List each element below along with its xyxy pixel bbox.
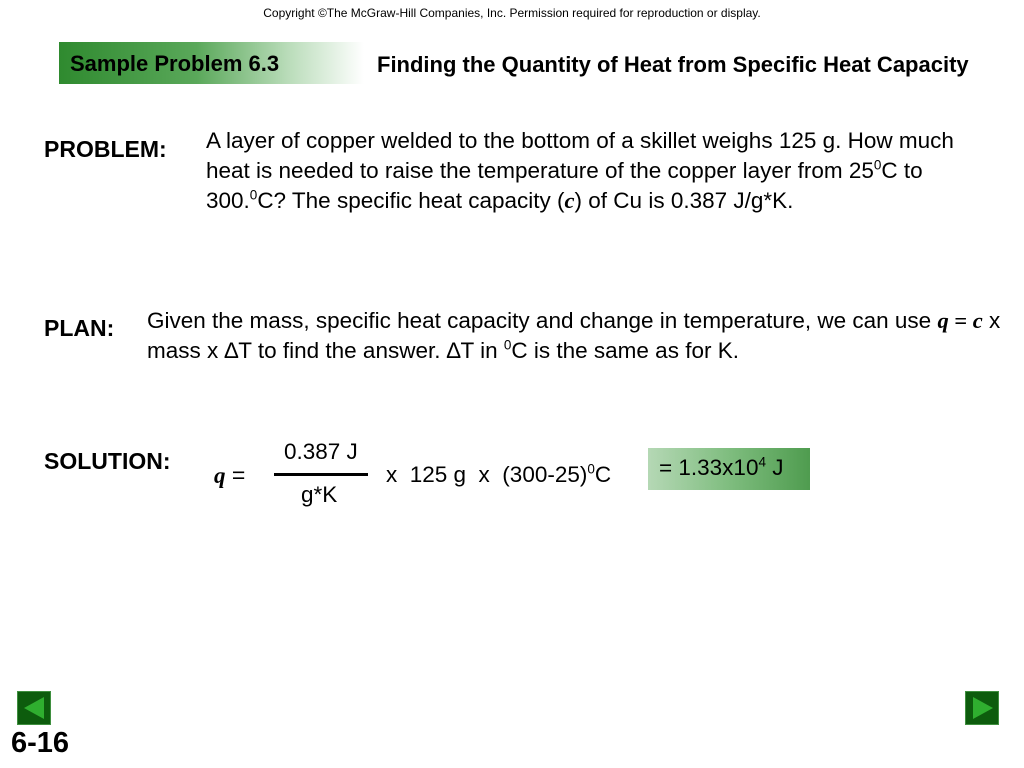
fraction-numerator: 0.387 J: [284, 439, 358, 464]
fraction-bar: [274, 473, 368, 476]
temperature-unit: C: [594, 462, 612, 487]
answer-unit: J: [765, 455, 784, 480]
triangle-right-icon: [973, 697, 993, 719]
plan-text-part: x mass x ∆T to find the answer. ∆T in: [147, 308, 1001, 363]
problem-text-part: C to 300.: [206, 158, 923, 213]
formula-equals: =: [948, 308, 973, 333]
problem-text-part: A layer of copper welded to the bottom of a skillet weighs 125 g. How much heat is needed to raise the temperature of the copper layer from 25: [206, 128, 954, 183]
degree-superscript: 0: [249, 187, 258, 203]
fraction-denominator: g*K: [301, 482, 338, 507]
heat-variable: q: [937, 308, 949, 333]
plan-text-part: Given the mass, specific heat capacity and change in temperature, we can use: [147, 308, 938, 333]
problem-text-part: ) of Cu is 0.387 J/g*K.: [574, 188, 794, 213]
problem-text-part: C? The specific heat capacity (: [257, 188, 565, 213]
exponent-superscript: 4: [758, 454, 766, 470]
triangle-left-icon: [24, 697, 44, 719]
problem-text: [206, 126, 986, 216]
problem-label: PROBLEM:: [44, 136, 167, 162]
heat-variable: q: [214, 463, 226, 488]
equals-sign: =: [225, 462, 246, 488]
previous-slide-button[interactable]: [17, 691, 51, 725]
answer-text: [659, 455, 784, 481]
sample-problem-label: Sample Problem 6.3: [70, 51, 280, 76]
plan-text-part: C is the same as for K.: [511, 338, 739, 363]
specific-heat-variable: c: [564, 188, 575, 213]
plan-label: PLAN:: [44, 315, 115, 341]
solution-label: SOLUTION:: [44, 448, 171, 474]
slide-heading: Finding the Quantity of Heat from Specific Heat Capacity: [377, 52, 969, 77]
degree-superscript: 0: [587, 461, 595, 477]
equation-lhs: [214, 462, 245, 489]
slide-number: 6-16: [11, 727, 70, 759]
equation-terms: x 125 g x (300-25): [386, 462, 588, 487]
plan-text: [147, 306, 1007, 366]
answer-value: = 1.33x10: [659, 455, 759, 480]
degree-superscript: 0: [503, 337, 512, 353]
next-slide-button[interactable]: [965, 691, 999, 725]
degree-superscript: 0: [873, 157, 882, 173]
specific-heat-variable: c: [972, 308, 983, 333]
equation-rhs: [386, 462, 611, 488]
copyright-notice: Copyright ©The McGraw-Hill Companies, Inc. Permission required for reproduction or display.: [263, 6, 761, 20]
